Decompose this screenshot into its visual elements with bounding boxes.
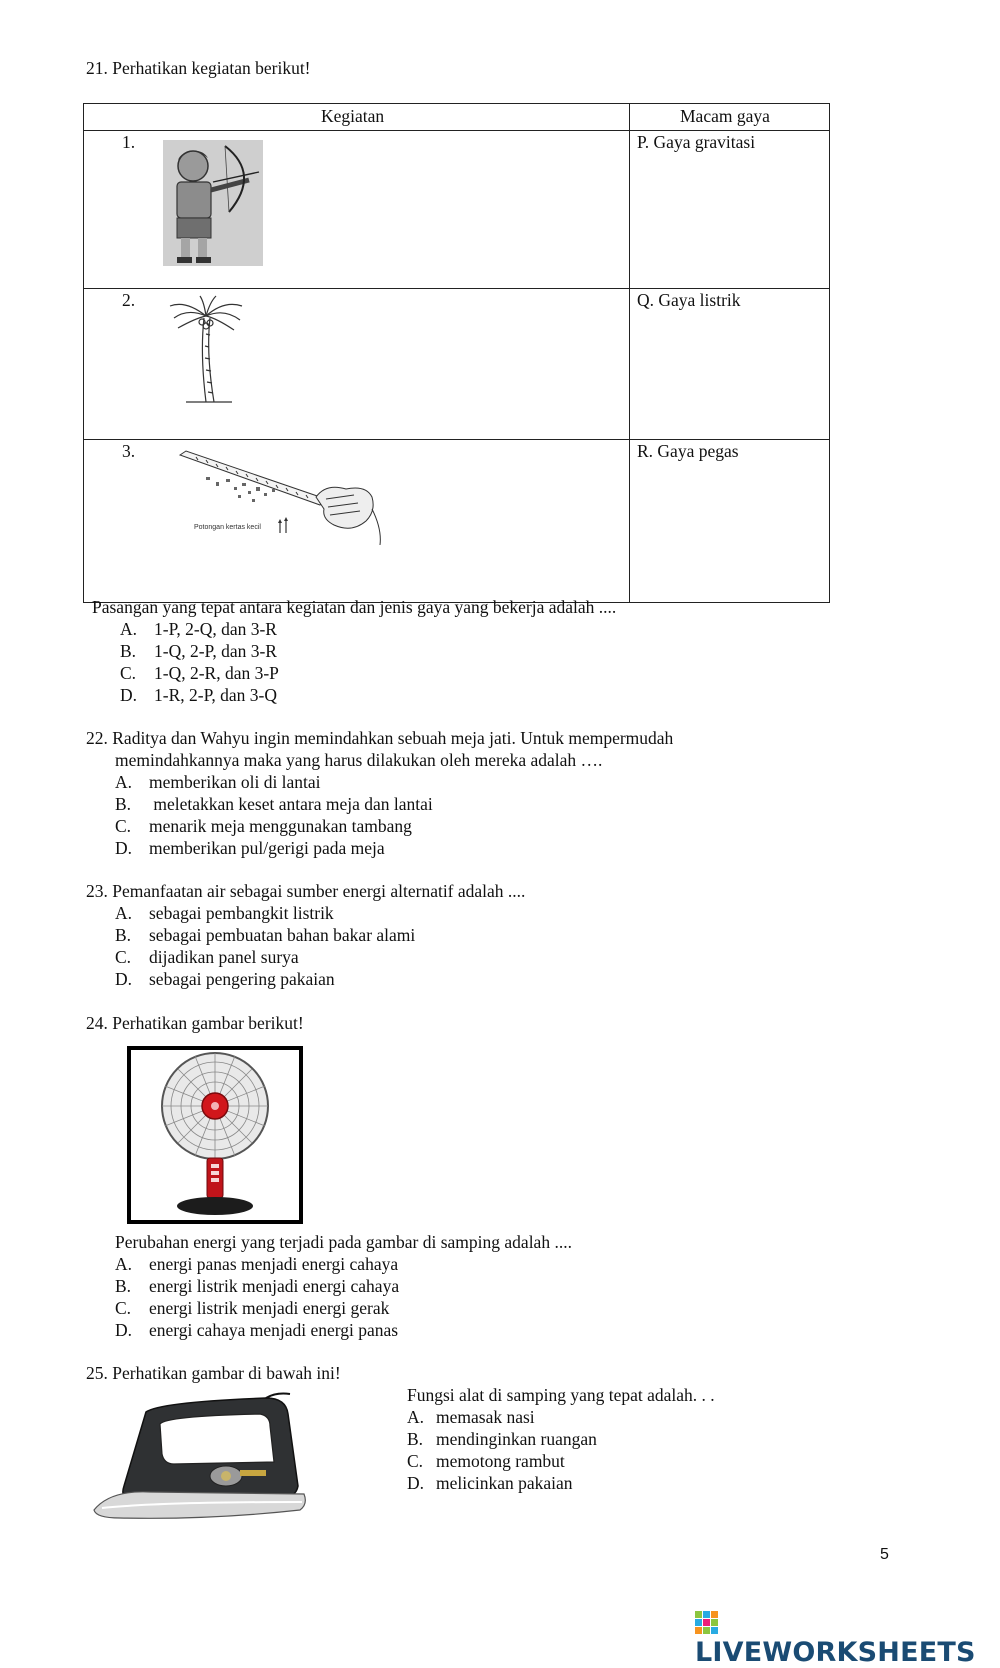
q21-question: Pasangan yang tepat antara kegiatan dan jenis gaya yang bekerja adalah .... (92, 597, 617, 617)
electric-fan-icon (127, 1046, 303, 1224)
ruler-paper-bits-icon (176, 449, 386, 549)
q23-option-c[interactable]: C. dijadikan panel surya (115, 947, 299, 967)
q21-option-c[interactable]: C. 1-Q, 2-R, dan 3-P (120, 663, 279, 683)
q25-option-a[interactable]: A. memasak nasi (407, 1407, 535, 1427)
q21-option-b[interactable]: B. 1-Q, 2-P, dan 3-R (120, 641, 277, 661)
row-2-gaya: Q. Gaya listrik (637, 290, 741, 310)
q21-option-d[interactable]: D. 1-R, 2-P, dan 3-Q (120, 685, 277, 705)
q21-title: 21. Perhatikan kegiatan berikut! (86, 58, 311, 78)
q21-option-a[interactable]: A. 1-P, 2-Q, dan 3-R (120, 619, 277, 639)
q24-title: 24. Perhatikan gambar berikut! (86, 1013, 304, 1033)
q22-option-b[interactable]: B. meletakkan keset antara meja dan lantai (115, 794, 433, 814)
q24-question: Perubahan energi yang terjadi pada gambar di samping adalah .... (115, 1232, 572, 1252)
q25-option-b[interactable]: B. mendinginkan ruangan (407, 1429, 597, 1449)
q25-option-d[interactable]: D. melicinkan pakaian (407, 1473, 573, 1493)
q23-option-d[interactable]: D. sebagai pengering pakaian (115, 969, 335, 989)
q24-option-a[interactable]: A. energi panas menjadi energi cahaya (115, 1254, 399, 1274)
brand-logo[interactable] (695, 1606, 1000, 1668)
row-2-number: 2. (122, 290, 136, 310)
q22-option-d[interactable]: D. memberikan pul/gerigi pada meja (115, 838, 385, 858)
q22-option-c[interactable]: C. menarik meja menggunakan tambang (115, 816, 412, 836)
table-header-macam-gaya: Macam gaya (680, 106, 770, 126)
q23-option-a[interactable]: A. sebagai pembangkit listrik (115, 903, 334, 923)
row-1-number: 1. (122, 132, 136, 152)
page-number: 5 (880, 1546, 889, 1563)
q24-option-c[interactable]: C. energi listrik menjadi energi gerak (115, 1298, 390, 1318)
liveworksheets-logo-icon (695, 1611, 719, 1635)
table-header-kegiatan: Kegiatan (321, 106, 385, 126)
q21-table (83, 103, 830, 603)
q22-question-line1: 22. Raditya dan Wahyu ingin memindahkan sebuah meja jati. Untuk mempermudah (86, 728, 674, 748)
q25-option-c[interactable]: C. memotong rambut (407, 1451, 565, 1471)
q25-question: Fungsi alat di samping yang tepat adalah. . . (407, 1385, 715, 1405)
q22-question-line2: memindahkannya maka yang harus dilakukan oleh mereka adalah …. (115, 750, 603, 770)
q24-option-b[interactable]: B. energi listrik menjadi energi cahaya (115, 1276, 400, 1296)
q22-option-a[interactable]: A. memberikan oli di lantai (115, 772, 321, 792)
boy-with-bow-icon (163, 140, 263, 266)
paper-bits-caption: Potongan kertas kecil (194, 524, 261, 531)
row-1-gaya: P. Gaya gravitasi (637, 132, 756, 152)
q23-option-b[interactable]: B. sebagai pembuatan bahan bakar alami (115, 925, 416, 945)
q24-option-d[interactable]: D. energi cahaya menjadi energi panas (115, 1320, 399, 1340)
brand-text: LIVEWORKSHEETS (695, 1637, 976, 1668)
coconut-tree-icon (166, 294, 246, 406)
row-3-gaya: R. Gaya pegas (637, 441, 739, 461)
q23-question: 23. Pemanfaatan air sebagai sumber energi alternatif adalah .... (86, 881, 526, 901)
clothes-iron-icon (90, 1390, 310, 1520)
row-3-number: 3. (122, 441, 136, 461)
q25-title: 25. Perhatikan gambar di bawah ini! (86, 1363, 341, 1383)
